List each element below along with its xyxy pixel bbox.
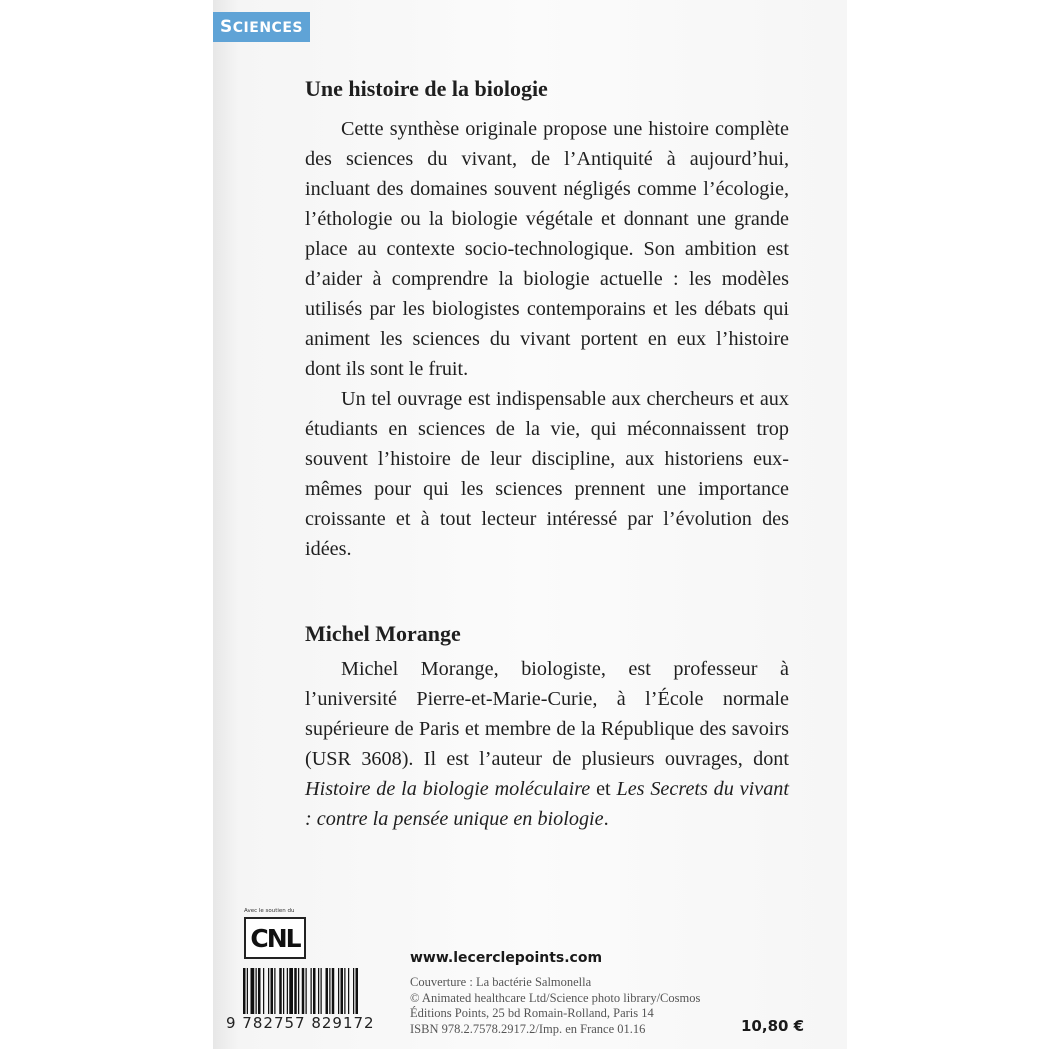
author-bio bbox=[305, 654, 789, 834]
barcode-bars bbox=[243, 968, 401, 1014]
author-name: Michel Morange bbox=[305, 621, 461, 646]
price: 10,80 € bbox=[741, 1017, 805, 1035]
publisher-website: www.lecerclepoints.com bbox=[410, 950, 603, 966]
barcode bbox=[243, 968, 401, 1014]
book-ref-1: Histoire de la biologie moléculaire bbox=[305, 778, 591, 800]
book-title: Une histoire de la biologie bbox=[305, 76, 548, 101]
cnl-support bbox=[244, 908, 306, 959]
book-ref-2: Les Secrets du vivant : contre la pensée unique en biologie bbox=[305, 778, 790, 830]
collection-badge bbox=[213, 12, 310, 42]
badge-rest: CIENCES bbox=[232, 20, 303, 36]
support-label: Avec le soutien du bbox=[244, 908, 295, 914]
bio-text: Michel Morange, biologiste, est professeur à l’université Pierre-et-Marie-Curie, à l’École normale supérieure de Paris et membre de la République des savoirs (USR 3608). Il est l’auteur de plusieurs ouvrages, dont bbox=[305, 658, 789, 770]
bio-conj: et bbox=[590, 778, 617, 800]
summary bbox=[305, 114, 789, 564]
credit-photo: © Animated healthcare Ltd/Science photo library/Cosmos bbox=[410, 990, 701, 1005]
summary-paragraph-1: Cette synthèse originale propose une histoire complète des sciences du vivant, de l’Antiquité à aujourd’hui, incluant des domaines souvent négligés comme l’écologie, l’éthologie ou la biologie végétale et donnant une grande place au contexte socio-technologique. Son ambition est d’aider à comprendre la biologie actuelle : les modèles utilisés par les biologistes contemporains et les débats qui animent les sciences du vivant portent en eux l’histoire dont ils sont le fruit. bbox=[305, 118, 789, 380]
back-cover bbox=[213, 0, 847, 1049]
credit-publisher: Éditions Points, 25 bd Romain-Rolland, Paris 14 bbox=[410, 1006, 654, 1020]
cnl-logo: CNL bbox=[244, 917, 306, 959]
book-section bbox=[305, 76, 789, 102]
barcode-digits: 9 782757 829172 bbox=[226, 1014, 375, 1032]
credits bbox=[410, 975, 770, 1037]
summary-paragraph-2: Un tel ouvrage est indispensable aux chercheurs et aux étudiants en sciences de la vie, qui méconnaissent trop souvent l’histoire de leur discipline, aux historiens eux-mêmes pour qui les sciences prennent une importance croissante et à tout lecteur intéressé par l’évolution des idées. bbox=[305, 388, 789, 560]
author-section bbox=[305, 621, 789, 647]
bio-end: . bbox=[603, 808, 609, 830]
credit-cover: Couverture : La bactérie Salmonella bbox=[410, 975, 592, 989]
badge-initial: S bbox=[220, 17, 233, 37]
author-bio-paragraph bbox=[305, 654, 789, 834]
credit-isbn: ISBN 978.2.7578.2917.2/Imp. en France 01.16 bbox=[410, 1021, 646, 1036]
